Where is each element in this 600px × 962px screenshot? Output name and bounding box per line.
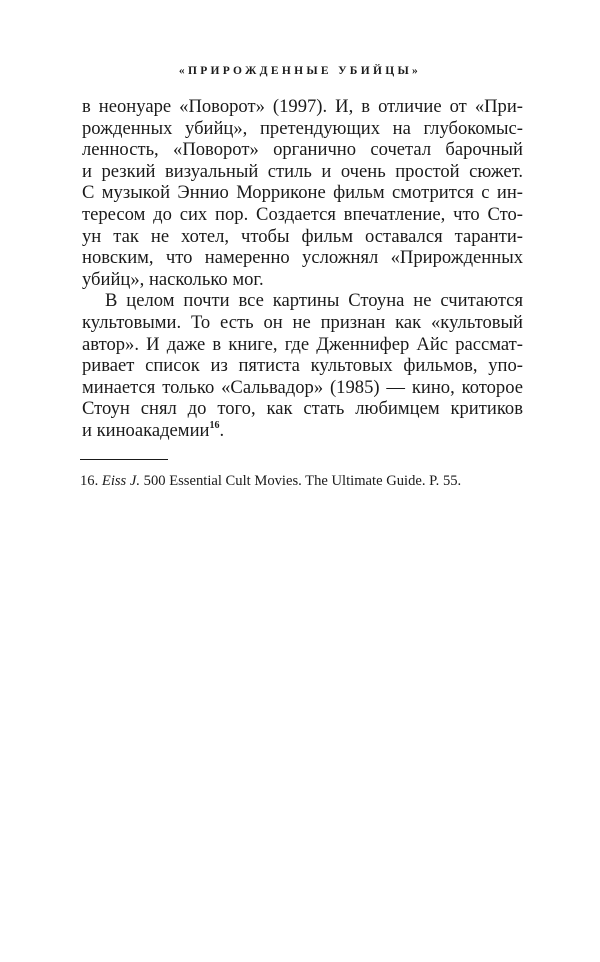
text-line: ривает список из пятиста культовых фильмов, упо- (82, 355, 523, 377)
text-line: В целом почти все картины Стоуна не считаются (105, 290, 523, 312)
text-line: Стоун снял до того, как стать любимцем критиков (82, 398, 523, 420)
end-punctuation: . (219, 419, 225, 441)
running-header: «ПРИРОЖДЕННЫЕ УБИЙЦЫ» (178, 65, 422, 77)
paragraph-1 (82, 96, 523, 290)
footnote-author: Eiss J. (101, 473, 141, 489)
text-line: минается только «Сальвадор» (1985) — кино, которое (82, 376, 523, 398)
text-line: в неонуаре «Поворот» (1997). И, в отличие от «При- (82, 96, 523, 117)
text-line: убийц», насколько мог. (82, 268, 264, 290)
footnote-number: 16. (80, 473, 99, 489)
text-fragment: и киноакадемии (82, 419, 210, 441)
text-line: рожденных убийц», претендующих на глубокомыс- (82, 117, 523, 139)
text-line-last (82, 420, 523, 442)
text-line: автор». И даже в книге, где Дженнифер Айс рассмат- (82, 333, 523, 355)
footnote-16 (80, 472, 525, 490)
footnote-separator (80, 459, 168, 460)
body-text (82, 96, 523, 442)
paragraph-2 (82, 290, 523, 441)
text-line: ун так не хотел, чтобы фильм оставался таранти- (82, 225, 523, 247)
footnote-reference[interactable]: 16 (209, 419, 220, 431)
text-line: ленность, «Поворот» органично сочетал барочный (82, 139, 523, 161)
text-line: С музыкой Эннио Морриконе фильм смотрится с ин- (82, 182, 523, 204)
text-line: тересом до сих пор. Создается впечатление, что Сто- (82, 203, 523, 225)
text-line: и резкий визуальный стиль и очень простой сюжет. (82, 160, 523, 182)
footnote-text: 500 Essential Cult Movies. The Ultimate Guide. P. 55. (143, 473, 462, 489)
text-line: культовыми. То есть он не признан как «культовый (82, 311, 523, 333)
text-line: новским, что намеренно усложнял «Прирожденных (82, 247, 523, 269)
